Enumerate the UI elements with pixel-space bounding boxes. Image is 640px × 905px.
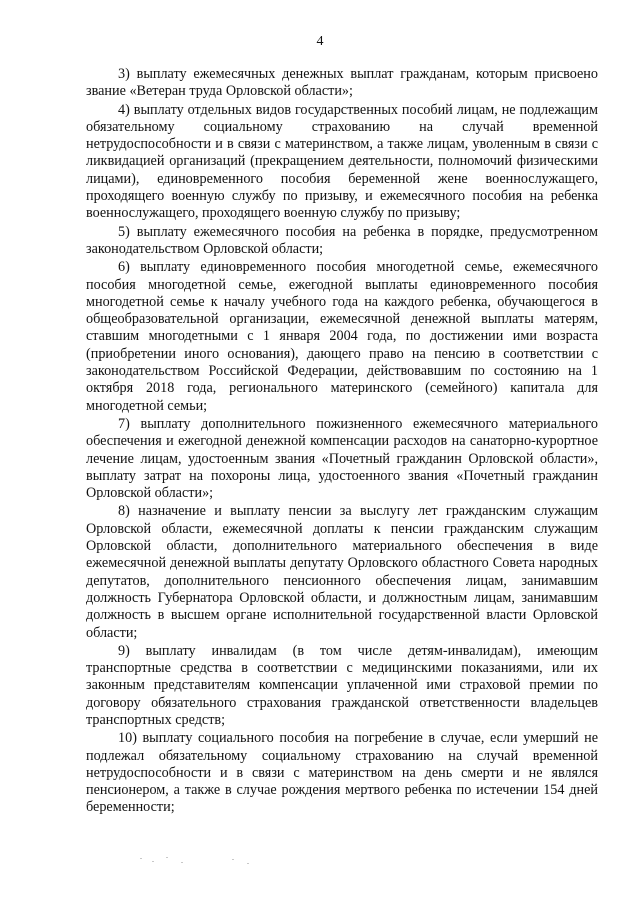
paragraph-item-7: 7) выплату дополнительного пожизненного ежемесячного материального обеспечения и ежегодной денежной компенсации расходов на санаторно-курортное лечение лицам, удостоенным звания «Почетный гражданин Орловской области», выплату затрат на похороны лица, удостоенного звания «Почетный гражданин Орловской области»;: [86, 415, 598, 502]
scan-speck: [166, 857, 168, 858]
scan-speck: [181, 862, 183, 863]
paragraph-item-9: 9) выплату инвалидам (в том числе детям-инвалидам), имеющим транспортные средства в соответствии с медицинскими показаниями, или их законным представителям компенсации уплаченной ими страховой премии по договору обязательного страхования гражданской ответственности владельцев транспортных средств;: [86, 642, 598, 728]
paragraph-item-10: 10) выплату социального пособия на погребение в случае, если умерший не подлежал обязательному социальному страхованию на случай временной нетрудоспособности и в связи с материнством на день смерти и не являлся пенсионером, а также в случае рождения мертвого ребенка по истечении 154 дней беременности;: [86, 730, 598, 816]
scan-speck: [152, 861, 154, 862]
paragraph-item-8: 8) назначение и выплату пенсии за выслугу лет гражданским служащим Орловской области, ежемесячной доплаты к пенсии гражданским служащим Орловской области, дополнительного материального обеспечения в виде ежемесячной денежной выплаты депутату Орловского областного Совета народных депутатов, дополнительного пенсионного обеспечения лицам, занимавшим должность Губернатора Орловской области, и должностным лицам, занимавшим должность в высшем органе исполнительной государственной власти Орловской области;: [86, 503, 598, 641]
scan-speck: [247, 863, 249, 864]
paragraph-item-3: 3) выплату ежемесячных денежных выплат гражданам, которым присвоено звание «Ветеран труда Орловской области»;: [86, 66, 598, 100]
document-body: [86, 66, 598, 818]
scan-speck: [232, 859, 234, 860]
paragraph-item-4: 4) выплату отдельных видов государственных пособий лицам, не подлежащим обязательному социальному страхованию на случай временной нетрудоспособности и в связи с материнством, а также лицам, уволенным в связи с ликвидацией организаций (прекращением деятельности, полномочий физическими лицами), единовременного пособия беременной жене военнослужащего, проходящего военную службу по призыву, и ежемесячного пособия на ребенка военнослужащего, проходящего военную службу по призыву;: [86, 101, 598, 222]
page-number: 4: [316, 34, 324, 49]
paragraph-item-6: 6) выплату единовременного пособия многодетной семье, ежемесячного пособия многодетной семье, ежегодной выплаты единовременного пособия многодетной семье к началу учебного года на каждого ребенка, обучающегося в общеобразовательной организации, ежемесячной денежной выплаты матерям, ставшим многодетными с 1 января 2004 года, по достижении ими возраста (приобретении иного основания), дающего право на пенсию в соответствии с законодательством Российской Федерации, действовавшим по состоянию на 1 октября 2018 года, регионального материнского (семейного) капитала для многодетной семьи;: [86, 259, 598, 414]
scan-speck: [140, 858, 142, 859]
paragraph-item-5: 5) выплату ежемесячного пособия на ребенка в порядке, предусмотренном законодательством Орловской области;: [86, 223, 598, 257]
